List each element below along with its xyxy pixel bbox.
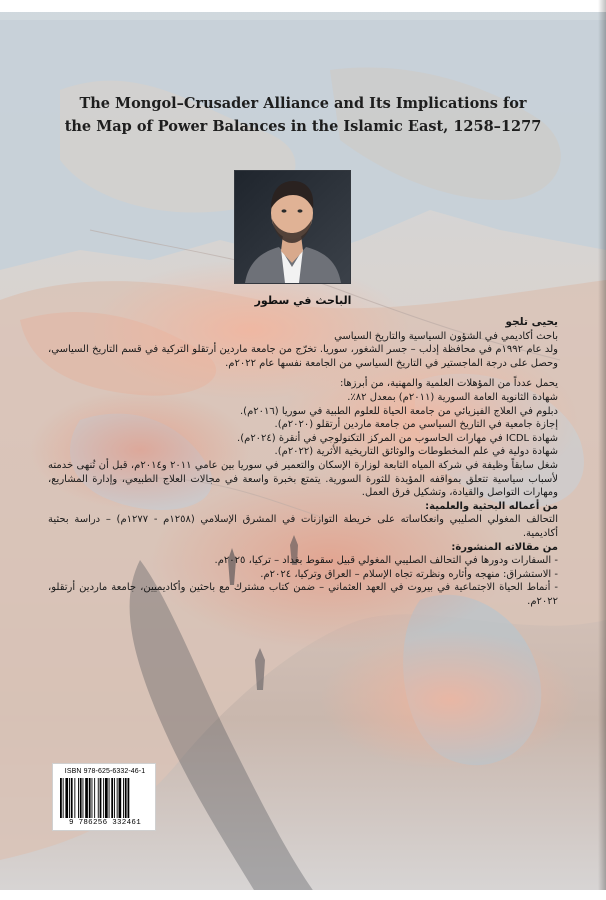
research-heading: من أعماله البحثية والعلمية: [425, 500, 558, 512]
author-name: يحيى تلجو [505, 316, 558, 328]
isbn-barcode [52, 763, 156, 831]
article-item: - الاستشراق: منهجه وأثاره ونظرته تجاه الإسلام – العراق وتركيا، ٢٠٢٤م. [260, 568, 558, 580]
qualification-item: شهادة الثانوية العامة السورية (٢٠١١م) بمعدل ٨٢٪. [347, 391, 558, 403]
articles-heading: من مقالاته المنشورة: [451, 541, 558, 553]
author-photo [234, 170, 351, 284]
author-biography [48, 316, 558, 608]
title-line-2: the Map of Power Balances in the Islamic East, 1258–1277 [64, 118, 542, 135]
barcode-icon [59, 778, 151, 818]
isbn-digits: 9 786256 332461 [68, 819, 141, 827]
bio-line: باحث أكاديمي في الشؤون السياسية والتاريخ السياسي [334, 330, 558, 342]
spacer [48, 370, 558, 377]
article-item: - أنماط الحياة الاجتماعية في بيروت في العهد العثماني – ضمن كتاب مشترك مع باحثين وأكاديميين، جامعة ماردين أرتقلو، ٢٠٢٢م. [48, 582, 558, 607]
qualification-item: شهادة دولية في علم المخطوطات والوثائق التاريخية الأثرية (٢٠٢٢م). [274, 446, 558, 458]
top-margin [0, 0, 606, 12]
title-line-1: The Mongol–Crusader Alliance and Its Implications for [79, 95, 527, 112]
work-paragraph: شغل سابقاً وظيفة في شركة المياه التابعة لوزارة الإسكان والتعمير في سوريا بين عامي ٢٠١١ و٢٠١٤م، قبل أن تُنهى خدمته لأسباب سياسية تتعلق بمواقفه المؤيدة للثورة السورية. يتمتع بخبرة واسعة في مجالات العلاج الطبيعي، وإدارة المشاريع، ومهارات التواصل والقيادة، وتشكيل فرق العمل. [48, 459, 559, 499]
author-portrait-icon [235, 171, 350, 283]
isbn-label: ISBN 978-625-6332-46-1 [64, 768, 146, 775]
bio-paragraph: ولد عام ١٩٩٢م في محافظة إدلب – جسر الشغور، سوريا. تخرّج من جامعة ماردين أرتقلو التركية في قسم التاريخ السياسي، وحصل على درجة الماجستير في التاريخ السياسي من الجامعة نفسها عام ٢٠٢٢م. [48, 344, 558, 369]
qualification-item: شهادة ICDL في مهارات الحاسوب من المركز التكنولوجي في أنقرة (٢٠٢٤م). [237, 432, 558, 444]
spine-shadow [598, 0, 606, 900]
bottom-margin [0, 890, 606, 900]
book-title [40, 92, 566, 138]
article-item: - السفارات ودورها في التحالف الصليبي المغولي قبيل سقوط بغداد – تركيا، ٢٠٢٥م. [214, 555, 558, 567]
research-item: التحالف المغولي الصليبي وانعكاساته على خريطة التوازنات في المشرق الإسلامي (١٢٥٨م - ١٢٧٧م) – دراسة بحثية أكاديمية. [48, 514, 558, 539]
qualifications-intro: يحمل عدداً من المؤهلات العلمية والمهنية، من أبرزها: [339, 378, 558, 390]
qualification-item: دبلوم في العلاج الفيزيائي من جامعة الحياة للعلوم الطبية في سوريا (٢٠١٦م). [239, 405, 558, 417]
qualification-item: إجازة جامعية في التاريخ السياسي من جامعة ماردين أرتقلو (٢٠٢٠م). [274, 419, 558, 431]
photo-caption: الباحث في سطور [254, 294, 352, 307]
